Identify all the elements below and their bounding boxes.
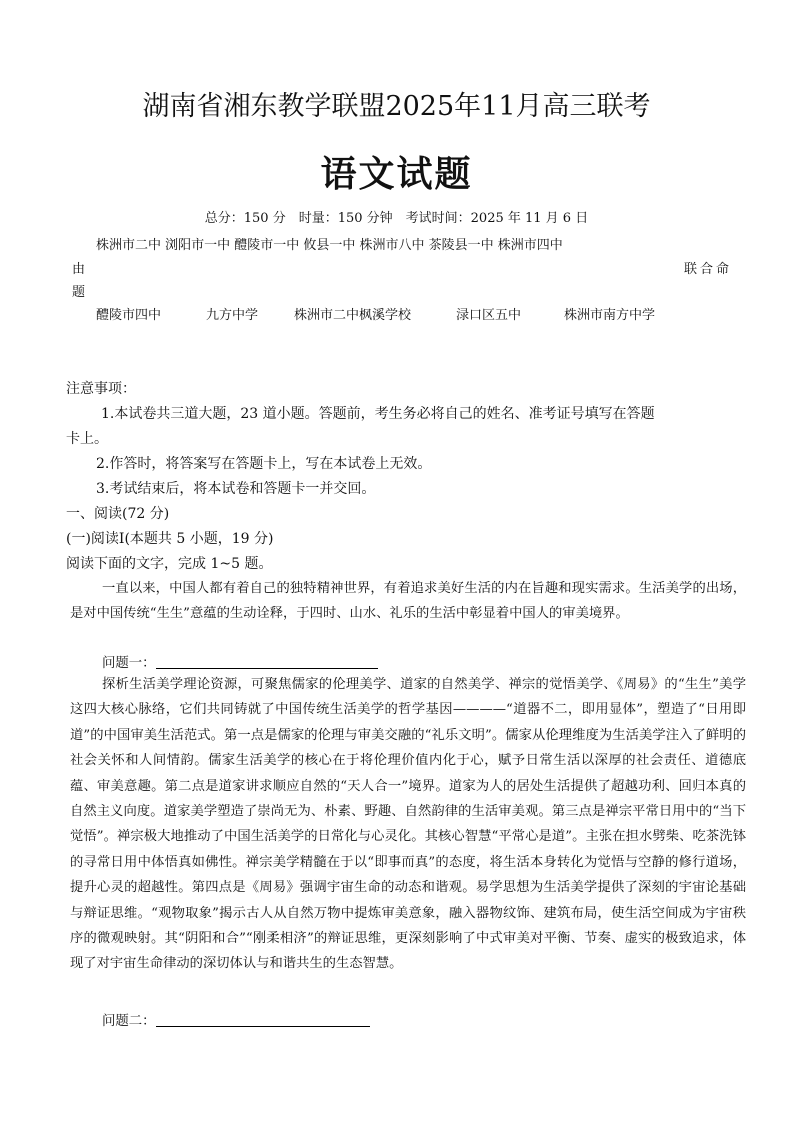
notice-heading: 注意事项： [66,381,136,397]
section-heading: 一、阅读(72 分) [66,506,170,522]
schools-ti: 题 [72,285,86,300]
notice-item-2: 2.作答时，将答案写在答题卡上，写在本试卷上无效。 [96,456,432,472]
schools-row-1: 株洲市二中 浏阳市一中 醴陵市一中 攸县一中 株洲市八中 茶陵县一中 株洲市四中 [96,238,563,253]
school-item: 醴陵市四中 [96,308,162,323]
notice-item-1-cont: 卡上。 [66,431,108,447]
question-1-label: 问题一： [102,656,156,671]
reading-instruction: 阅读下面的文字，完成 1~5 题。 [66,556,273,572]
passage-main: 探析生活美学理论资源，可聚焦儒家的伦理美学、道家的自然美学、禅宗的觉悟美学、《周易》的“生生”美学这四大核心脉络，它们共同铸就了中国传统生活美学的哲学基因————“道器不二，即用显体”，塑造了“日用即道”的中国审美生活范式。第一点是儒家的伦理与审美交融的“礼乐文明”。儒家从伦理维度为生活美学注入了鲜明的社会关怀和人间情韵。儒家生活美学的核心在于将伦理价值内化于心，赋予日常生活以深厚的社会责任、道德底蕴、审美意趣。第二点是道家讲求顺应自然的“天人合一”境界。道家为人的居处生活提供了超越功利、回归本真的自然主义向度。道家美学塑造了崇尚无为、朴素、野趣、自然韵律的生活审美观。第三点是禅宗平常日用中的“当下觉悟”。禅宗极大地推动了中国生活美学的日常化与心灵化。其核心智慧“平常心是道”。主张在担水劈柴、吃茶洗钵的寻常日用中体悟真如佛性。禅宗美学精髓在于以“即事而真”的态度，将生活本身转化为觉悟与空静的修行道场，提升心灵的超越性。第四点是《周易》强调宇宙生命的动态和谐观。易学思想为生活美学提供了深刻的宇宙论基础与辩证思维。“观物取象”揭示古人从自然万物中提炼审美意象，融入器物纹饰、建筑布局，使生活空间成为宇宙秩序的微观映射。其“阴阳和合”“刚柔相济”的辩证思维，更深刻影响了中式审美对平衡、节奏、虚实的极致追求，体现了对宇宙生命律动的深切体认与和谐共生的生态智慧。 [70,677,746,972]
question-2-label: 问题二： [102,1014,156,1029]
school-item: 株洲市二中枫溪学校 [294,308,412,323]
question-1-blank [156,654,378,669]
schools-you: 由 [72,262,86,277]
notice-item-1: 1.本试卷共三道大题，23 道小题。答题前，考生务必将自己的姓名、准考证号填写在答题 [101,406,655,422]
school-item: 九方中学 [206,308,259,323]
question-1-row [102,652,378,671]
passage-intro: 一直以来，中国人都有着自己的独特精神世界，有着追求美好生活的内在旨趣和现实需求。生活美学的出场，是对中国传统“生生”意蕴的生动诠释，于四时、山水、礼乐的生活中彰显着中国人的审美境界。 [70,581,746,622]
exam-title: 湖南省湘东教学联盟2025年11月高三联考 [142,91,651,122]
question-2-row [102,1010,370,1029]
school-item: 渌口区五中 [456,308,522,323]
school-item: 株洲市南方中学 [564,308,656,323]
question-2-blank [156,1012,370,1027]
subsection-heading: (一)阅读Ⅰ(本题共 5 小题，19 分) [66,531,274,547]
exam-meta: 总分：150 分 时量：150 分钟 考试时间：2025 年 11 月 6 日 [204,211,589,226]
notice-item-3: 3.考试结束后，将本试卷和答题卡一并交回。 [96,481,376,497]
schools-lianhe: 联合命 [684,262,733,277]
subject-title: 语文试题 [320,153,473,195]
